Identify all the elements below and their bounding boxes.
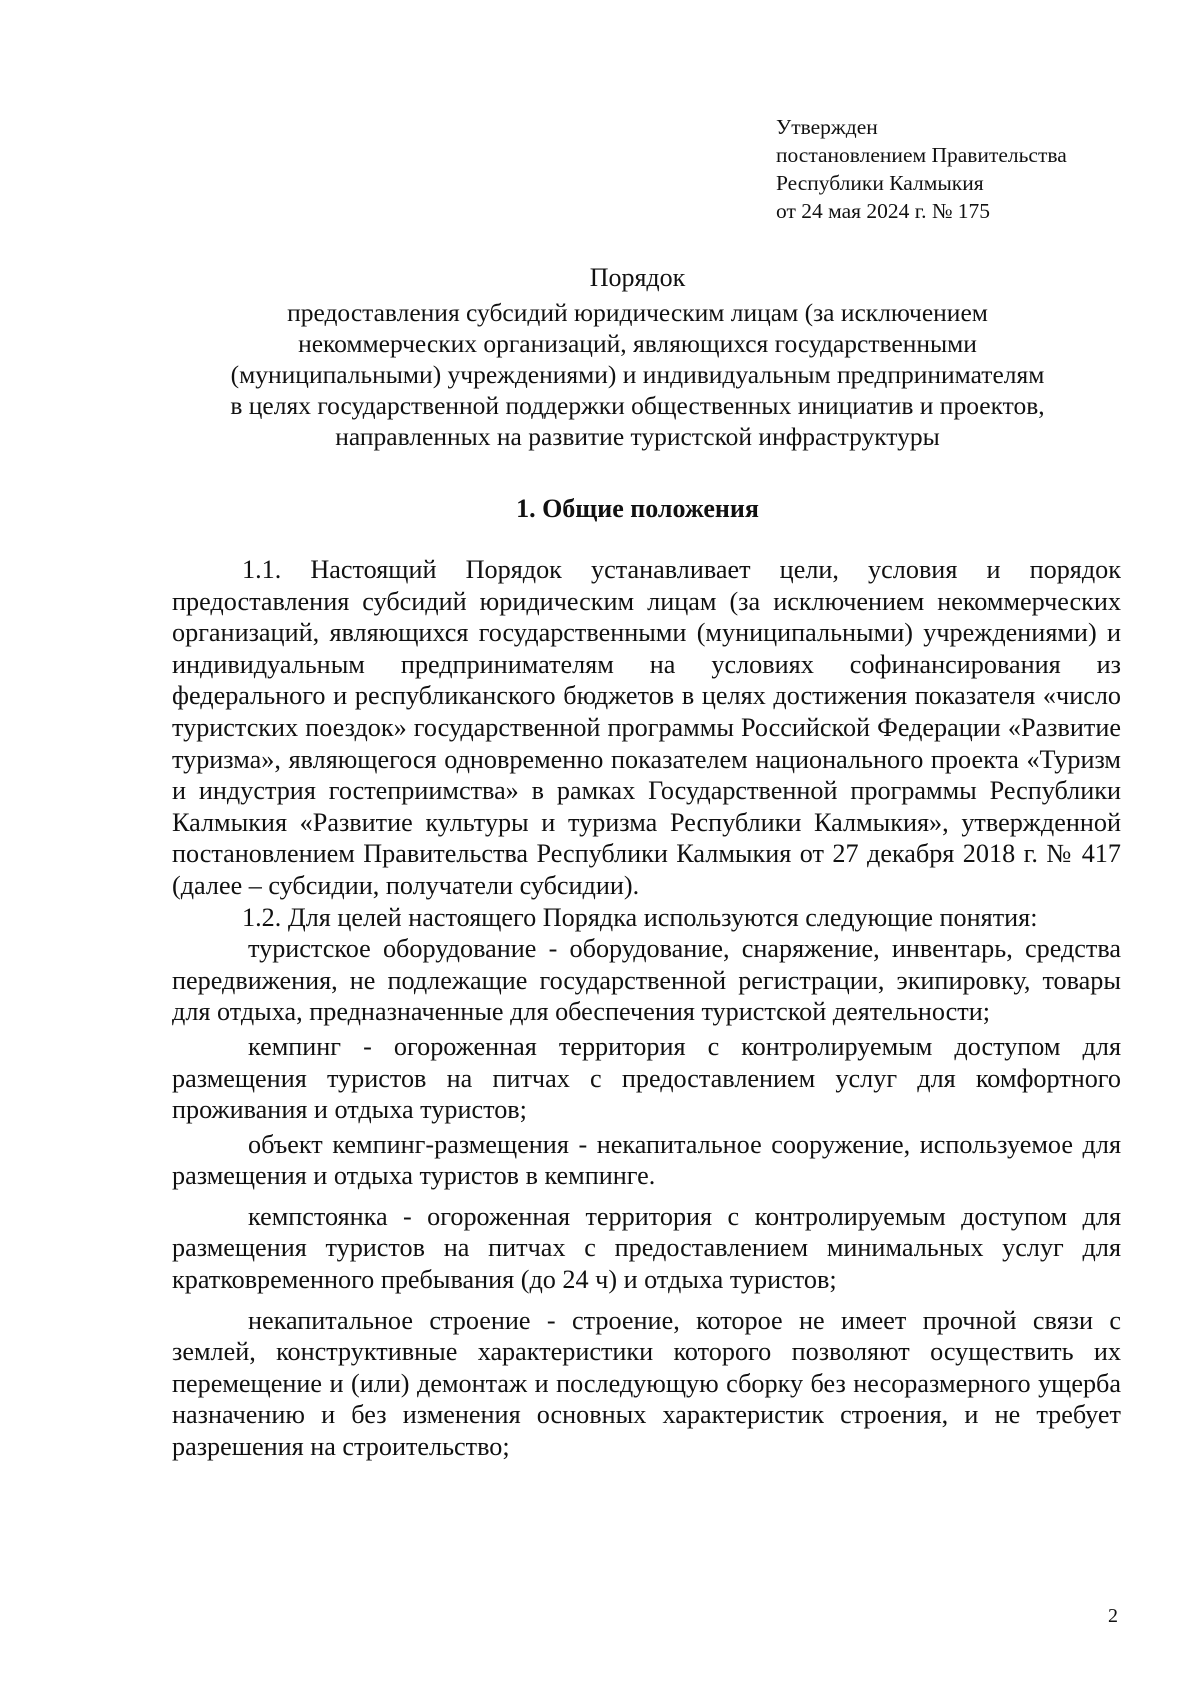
document-title [150,262,1125,452]
approval-stamp [776,113,1156,225]
approval-line-3: Республики Калмыкия [776,171,984,195]
approval-line-1: Утвержден [776,115,878,139]
definition-camp-site: кемпстоянка - огороженная территория с контролируемым доступом для размещения туристов на питчах с предоставлением минимальных услуг для кратковременного пребывания (до 24 ч) и отдыха туристов; [172,1201,1121,1295]
paragraph-1-1: 1.1. Настоящий Порядок устанавливает цели, условия и порядок предоставления субсидий юридическим лицам (за исключением некоммерческих организаций, являющихся государственными (муниципальными) учреждениями) и индивидуальным предпринимателям на условиях софинансирования из федерального и республиканского бюджетов в целях достижения показателя «число туристских поездок» государственной программы Российской Федерации «Развитие туризма», являющегося одновременно показателем национального проекта «Туризм и индустрия гостеприимства» в рамках Государственной программы Республики Калмыкия «Развитие культуры и туризма Республики Калмыкия», утвержденной постановлением Правительства Республики Калмыкия от 27 декабря 2018 г. № 417 (далее – субсидии, получатели субсидии). [172,555,1121,900]
title-word: Порядок [589,263,686,292]
document-body [172,554,1121,1463]
definition-tourist-equipment: туристское оборудование - оборудование, снаряжение, инвентарь, средства передвижения, не подлежащие государственной регистрации, экипировку, товары для отдыха, предназначенные для обеспечения туристской деятельности; [172,934,1121,1027]
definition-non-capital-building: некапитальное строение - строение, которое не имеет прочной связи с землей, конструктивные характеристики которого позволяют осуществить их перемещение и (или) демонтаж и последующую сборку без несоразмерного ущерба назначению и без изменения основных характеристик строения, и не требует разрешения на строительство; [172,1305,1121,1462]
approval-line-2: постановлением Правительства [776,143,1067,167]
title-line-4: в целях государственной поддержки общественных инициатив и проектов, [230,391,1045,420]
definition-camping: кемпинг - огороженная территория с контролируемым доступом для размещения туристов на питчах с предоставлением услуг для комфортного проживания и отдыха туристов; [172,1031,1121,1125]
paragraph-1-2: 1.2. Для целей настоящего Порядка используются следующие понятия: [242,902,1038,932]
page-number: 2 [1108,1605,1118,1627]
title-line-5: направленных на развитие туристской инфраструктуры [335,422,940,451]
definition-camping-object: объект кемпинг-размещения - некапитальное сооружение, используемое для размещения и отдыха туристов в кемпинге. [172,1129,1121,1191]
title-line-3: (муниципальными) учреждениями) и индивидуальным предпринимателям [230,360,1045,389]
approval-line-4: от 24 мая 2024 г. № 175 [776,199,991,223]
title-line-2: некоммерческих организаций, являющихся государственными [298,329,977,358]
section-heading: 1. Общие положения [516,494,759,523]
title-line-1: предоставления субсидий юридическим лицам (за исключением [287,298,988,327]
